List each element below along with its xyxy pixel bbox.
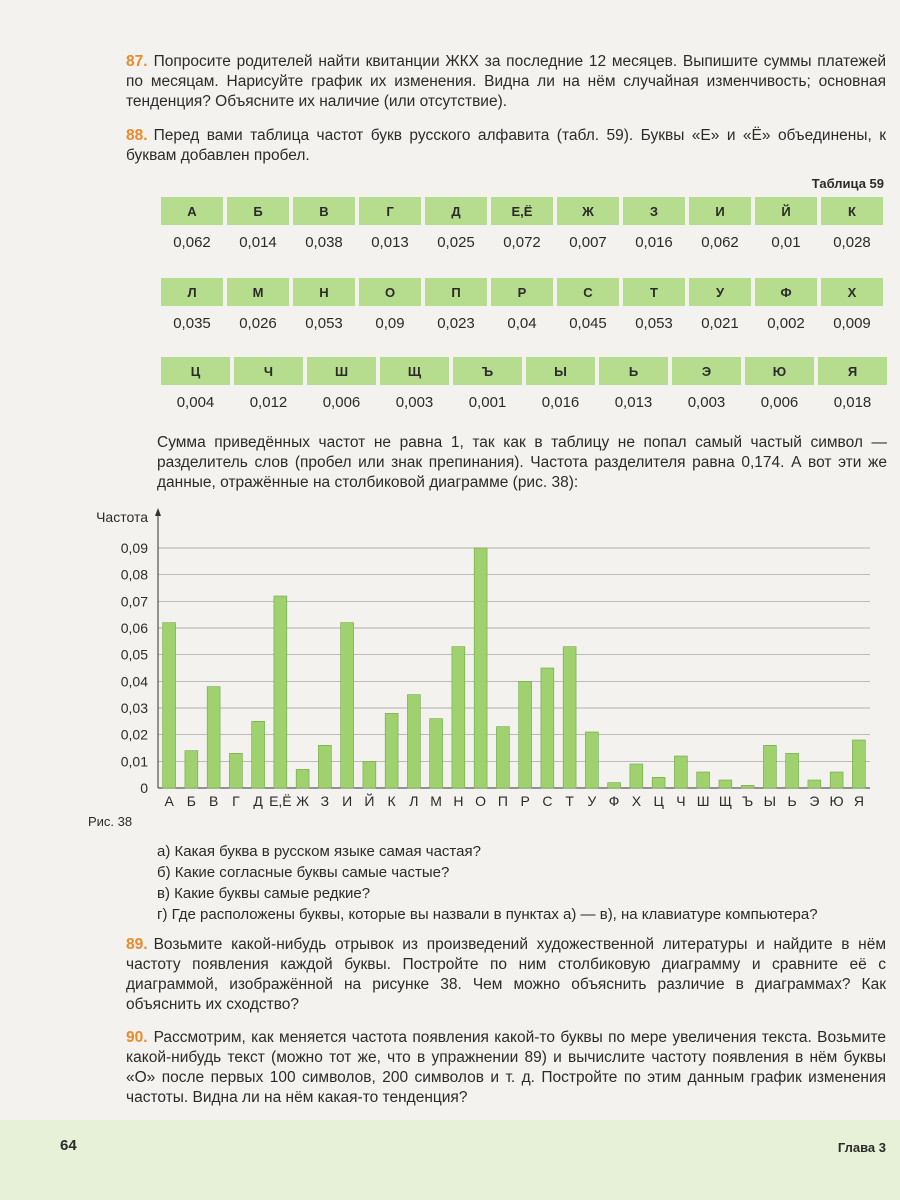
bar (318, 745, 331, 788)
table-letter: С (557, 278, 619, 306)
bar (852, 740, 865, 788)
letters-row (161, 197, 883, 225)
table-value: 0,012 (249, 393, 288, 411)
table-letter: У (689, 278, 751, 306)
bar (786, 753, 799, 788)
bar (407, 695, 420, 788)
x-tick-label: Ц (653, 793, 664, 809)
table-value: 0,01 (771, 233, 801, 251)
task-89 (126, 935, 886, 1015)
x-tick-label: Б (186, 793, 196, 809)
y-axis-label: Частота (96, 509, 148, 525)
x-tick-label: Г (232, 793, 240, 809)
table-value: 0,09 (375, 314, 405, 332)
table-value: 0,035 (173, 314, 211, 332)
values-row (161, 225, 883, 259)
x-tick-label: Э (809, 793, 820, 809)
table-value: 0,016 (635, 233, 673, 251)
bar (385, 713, 398, 788)
bar (608, 783, 621, 788)
task-number: 87. (126, 53, 148, 70)
frequency-table-row2 (157, 278, 887, 340)
x-tick-label: Й (364, 793, 375, 809)
frequency-table-row3 (157, 357, 891, 419)
x-tick-label: А (164, 793, 174, 809)
table-letter: Ч (234, 357, 303, 385)
bar (452, 647, 465, 788)
table-letter: Й (755, 197, 817, 225)
bar (674, 756, 687, 788)
x-tick-label: Ж (296, 793, 310, 809)
x-tick-label: М (430, 793, 442, 809)
task-number: 90. (126, 1029, 148, 1046)
table-letter: Ю (745, 357, 814, 385)
x-tick-label: Х (631, 793, 642, 809)
letters-row (161, 278, 883, 306)
bar (274, 596, 287, 788)
table-value: 0,006 (760, 393, 799, 411)
figure-label: Рис. 38 (88, 814, 133, 829)
page-number: 64 (60, 1137, 77, 1154)
table-letter: М (227, 278, 289, 306)
table-letter: Щ (380, 357, 449, 385)
bar (563, 647, 576, 788)
table-value: 0,014 (239, 233, 277, 251)
letters-row (161, 357, 887, 385)
table-letter: А (161, 197, 223, 225)
table-value: 0,001 (468, 393, 507, 411)
table-letter: Д (425, 197, 487, 225)
table-value: 0,045 (569, 314, 607, 332)
table-value: 0,023 (437, 314, 475, 332)
table-value: 0,016 (541, 393, 580, 411)
bar (519, 681, 532, 788)
table-letter: Я (818, 357, 887, 385)
table-letter: Е,Ё (491, 197, 553, 225)
bar (296, 769, 309, 788)
x-tick-label: С (542, 793, 553, 809)
bar (363, 761, 376, 788)
table-value: 0,038 (305, 233, 343, 251)
table-letter: Ц (161, 357, 230, 385)
table-letter: Ъ (453, 357, 522, 385)
x-tick-label: Щ (718, 793, 732, 809)
y-tick-label: 0,02 (120, 726, 148, 743)
chapter-label: Глава 3 (837, 1140, 886, 1155)
task-90 (126, 1028, 886, 1108)
x-tick-label: В (208, 793, 219, 809)
y-tick-label: 0,04 (120, 673, 148, 690)
values-row (161, 306, 883, 340)
bar (830, 772, 843, 788)
x-tick-label: Д (253, 793, 263, 809)
bar (763, 745, 776, 788)
footer-band (0, 1120, 900, 1200)
table-letter: Н (293, 278, 355, 306)
x-tick-label: Ш (696, 793, 710, 809)
table-value: 0,009 (833, 314, 871, 332)
table-letter: Р (491, 278, 553, 306)
y-tick-label: 0,09 (120, 540, 148, 556)
table-letter: Ш (307, 357, 376, 385)
table-value: 0,006 (322, 393, 361, 411)
bar (185, 751, 198, 788)
bar (585, 732, 598, 788)
x-tick-label: О (475, 793, 487, 809)
task-text: Рассмотрим, как меняется частота появления какой-то буквы по мере увеличения текста. Возьмите какой-нибудь текст (можно тот же, что в упражнении 89) и вычислите частоту появления в нём буквы «О» после первых 100 символов, 200 символов и т. д. Постройте по этим данным график изменения частоты. Видна ли на нём какая-то тенденция? (126, 1029, 886, 1106)
x-tick-label: И (342, 793, 353, 809)
x-tick-label: Ч (676, 793, 686, 809)
table-value: 0,003 (687, 393, 726, 411)
y-tick-label: 0 (140, 780, 148, 796)
bar (697, 772, 710, 788)
x-tick-label: Л (409, 793, 419, 809)
y-axis-arrow (155, 508, 161, 516)
table-value: 0,003 (395, 393, 434, 411)
task-number: 88. (126, 127, 148, 144)
table-value: 0,013 (371, 233, 409, 251)
task-text: Перед вами таблица частот букв русского алфавита (табл. 59). Буквы «Е» и «Ё» объединены, к буквам добавлен пробел. (126, 127, 886, 164)
table-value: 0,062 (701, 233, 739, 251)
question-c: в) Какие буквы самые редкие? (157, 885, 371, 902)
table-letter: Ы (526, 357, 595, 385)
bar (719, 780, 732, 788)
table-value: 0,025 (437, 233, 475, 251)
table-value: 0,026 (239, 314, 277, 332)
table-letter: В (293, 197, 355, 225)
bar (229, 753, 242, 788)
task-number: 89. (126, 936, 148, 953)
table-value: 0,007 (569, 233, 607, 251)
frequency-table-row1 (157, 197, 887, 259)
table-value: 0,002 (767, 314, 805, 332)
x-tick-label: Е,Ё (269, 793, 292, 809)
task-text: Возьмите какой-нибудь отрывок из произведений художественной литературы и найдите в нём частоту появления каждой буквы. Постройте по ним столбиковую диаграмму и сравните её с диаграммой, изображённой на рисунке 38. Чем можно объяснить различие в диаграммах? Как объяснить их сходство? (126, 936, 886, 1013)
bar (541, 668, 554, 788)
x-tick-label: Я (853, 793, 864, 809)
task-88 (126, 126, 886, 166)
table-letter: Л (161, 278, 223, 306)
table-letter: З (623, 197, 685, 225)
bar (652, 777, 665, 788)
table-value: 0,013 (614, 393, 653, 411)
bar (630, 764, 643, 788)
intro-paragraph: Сумма приведённых частот не равна 1, так как в таблицу не попал самый частый символ — разделитель слов (пробел или знак препинания). Частота разделителя равна 0,174. А вот эти же данные, отражённые на столбиковой диаграмме (рис. 38): (157, 434, 887, 491)
x-tick-label: Н (453, 793, 464, 809)
question-d: г) Где расположены буквы, которые вы назвали в пунктах а) — в), на клавиатуре компьютера? (157, 906, 818, 923)
bar (808, 780, 821, 788)
table-letter: О (359, 278, 421, 306)
table-letter: И (689, 197, 751, 225)
table-letter: К (821, 197, 883, 225)
task-text: Попросите родителей найти квитанции ЖКХ за последние 12 месяцев. Выпишите суммы платежей по месяцам. Нарисуйте график их изменения. Видна ли на нём случайная изменчивость; основная тенденция? Объясните их наличие (или отсутствие). (126, 53, 886, 110)
x-tick-label: П (497, 793, 508, 809)
x-tick-label: Ы (763, 793, 777, 809)
y-tick-label: 0,07 (120, 593, 148, 610)
table-letter: Х (821, 278, 883, 306)
table-letter: Т (623, 278, 685, 306)
task-87 (126, 52, 886, 112)
table-value: 0,004 (176, 393, 215, 411)
table-letter: Ф (755, 278, 817, 306)
table-value: 0,018 (833, 393, 872, 411)
bar (252, 721, 265, 788)
y-tick-label: 0,06 (120, 620, 148, 636)
bar (207, 687, 220, 788)
x-tick-label: З (320, 793, 330, 809)
values-row (161, 385, 887, 419)
x-tick-label: К (387, 793, 396, 809)
bar (496, 727, 509, 788)
table-letter: П (425, 278, 487, 306)
table-letter: Г (359, 197, 421, 225)
table-caption: Таблица 59 (811, 176, 884, 191)
table-value: 0,028 (833, 233, 871, 251)
y-tick-label: 0,03 (120, 700, 148, 716)
x-tick-label: Ь (787, 793, 797, 809)
x-tick-label: Ю (829, 793, 844, 809)
table-value: 0,072 (503, 233, 541, 251)
table-letter: Ж (557, 197, 619, 225)
bar (163, 623, 176, 788)
y-tick-label: 0,08 (120, 566, 148, 583)
x-tick-label: Т (565, 793, 574, 809)
table-value: 0,062 (173, 233, 211, 251)
x-tick-label: Ф (608, 793, 620, 809)
table-letter: Ь (599, 357, 668, 385)
table-value: 0,021 (701, 314, 739, 332)
table-letter: Б (227, 197, 289, 225)
bar (341, 623, 354, 788)
table-letter: Э (672, 357, 741, 385)
bar (430, 719, 443, 788)
bar (741, 785, 754, 788)
table-value: 0,053 (305, 314, 343, 332)
table-value: 0,053 (635, 314, 673, 332)
y-tick-label: 0,05 (120, 646, 148, 663)
y-tick-label: 0,01 (120, 753, 148, 770)
bar (474, 548, 487, 788)
x-tick-label: Ъ (742, 793, 754, 809)
questions-list (157, 841, 887, 925)
question-a: а) Какая буква в русском языке самая частая? (157, 843, 481, 860)
frequency-bar-chart (84, 506, 884, 811)
x-tick-label: У (587, 793, 597, 809)
x-tick-label: Р (520, 793, 530, 809)
table-value: 0,04 (507, 314, 537, 332)
question-b: б) Какие согласные буквы самые частые? (157, 864, 450, 881)
